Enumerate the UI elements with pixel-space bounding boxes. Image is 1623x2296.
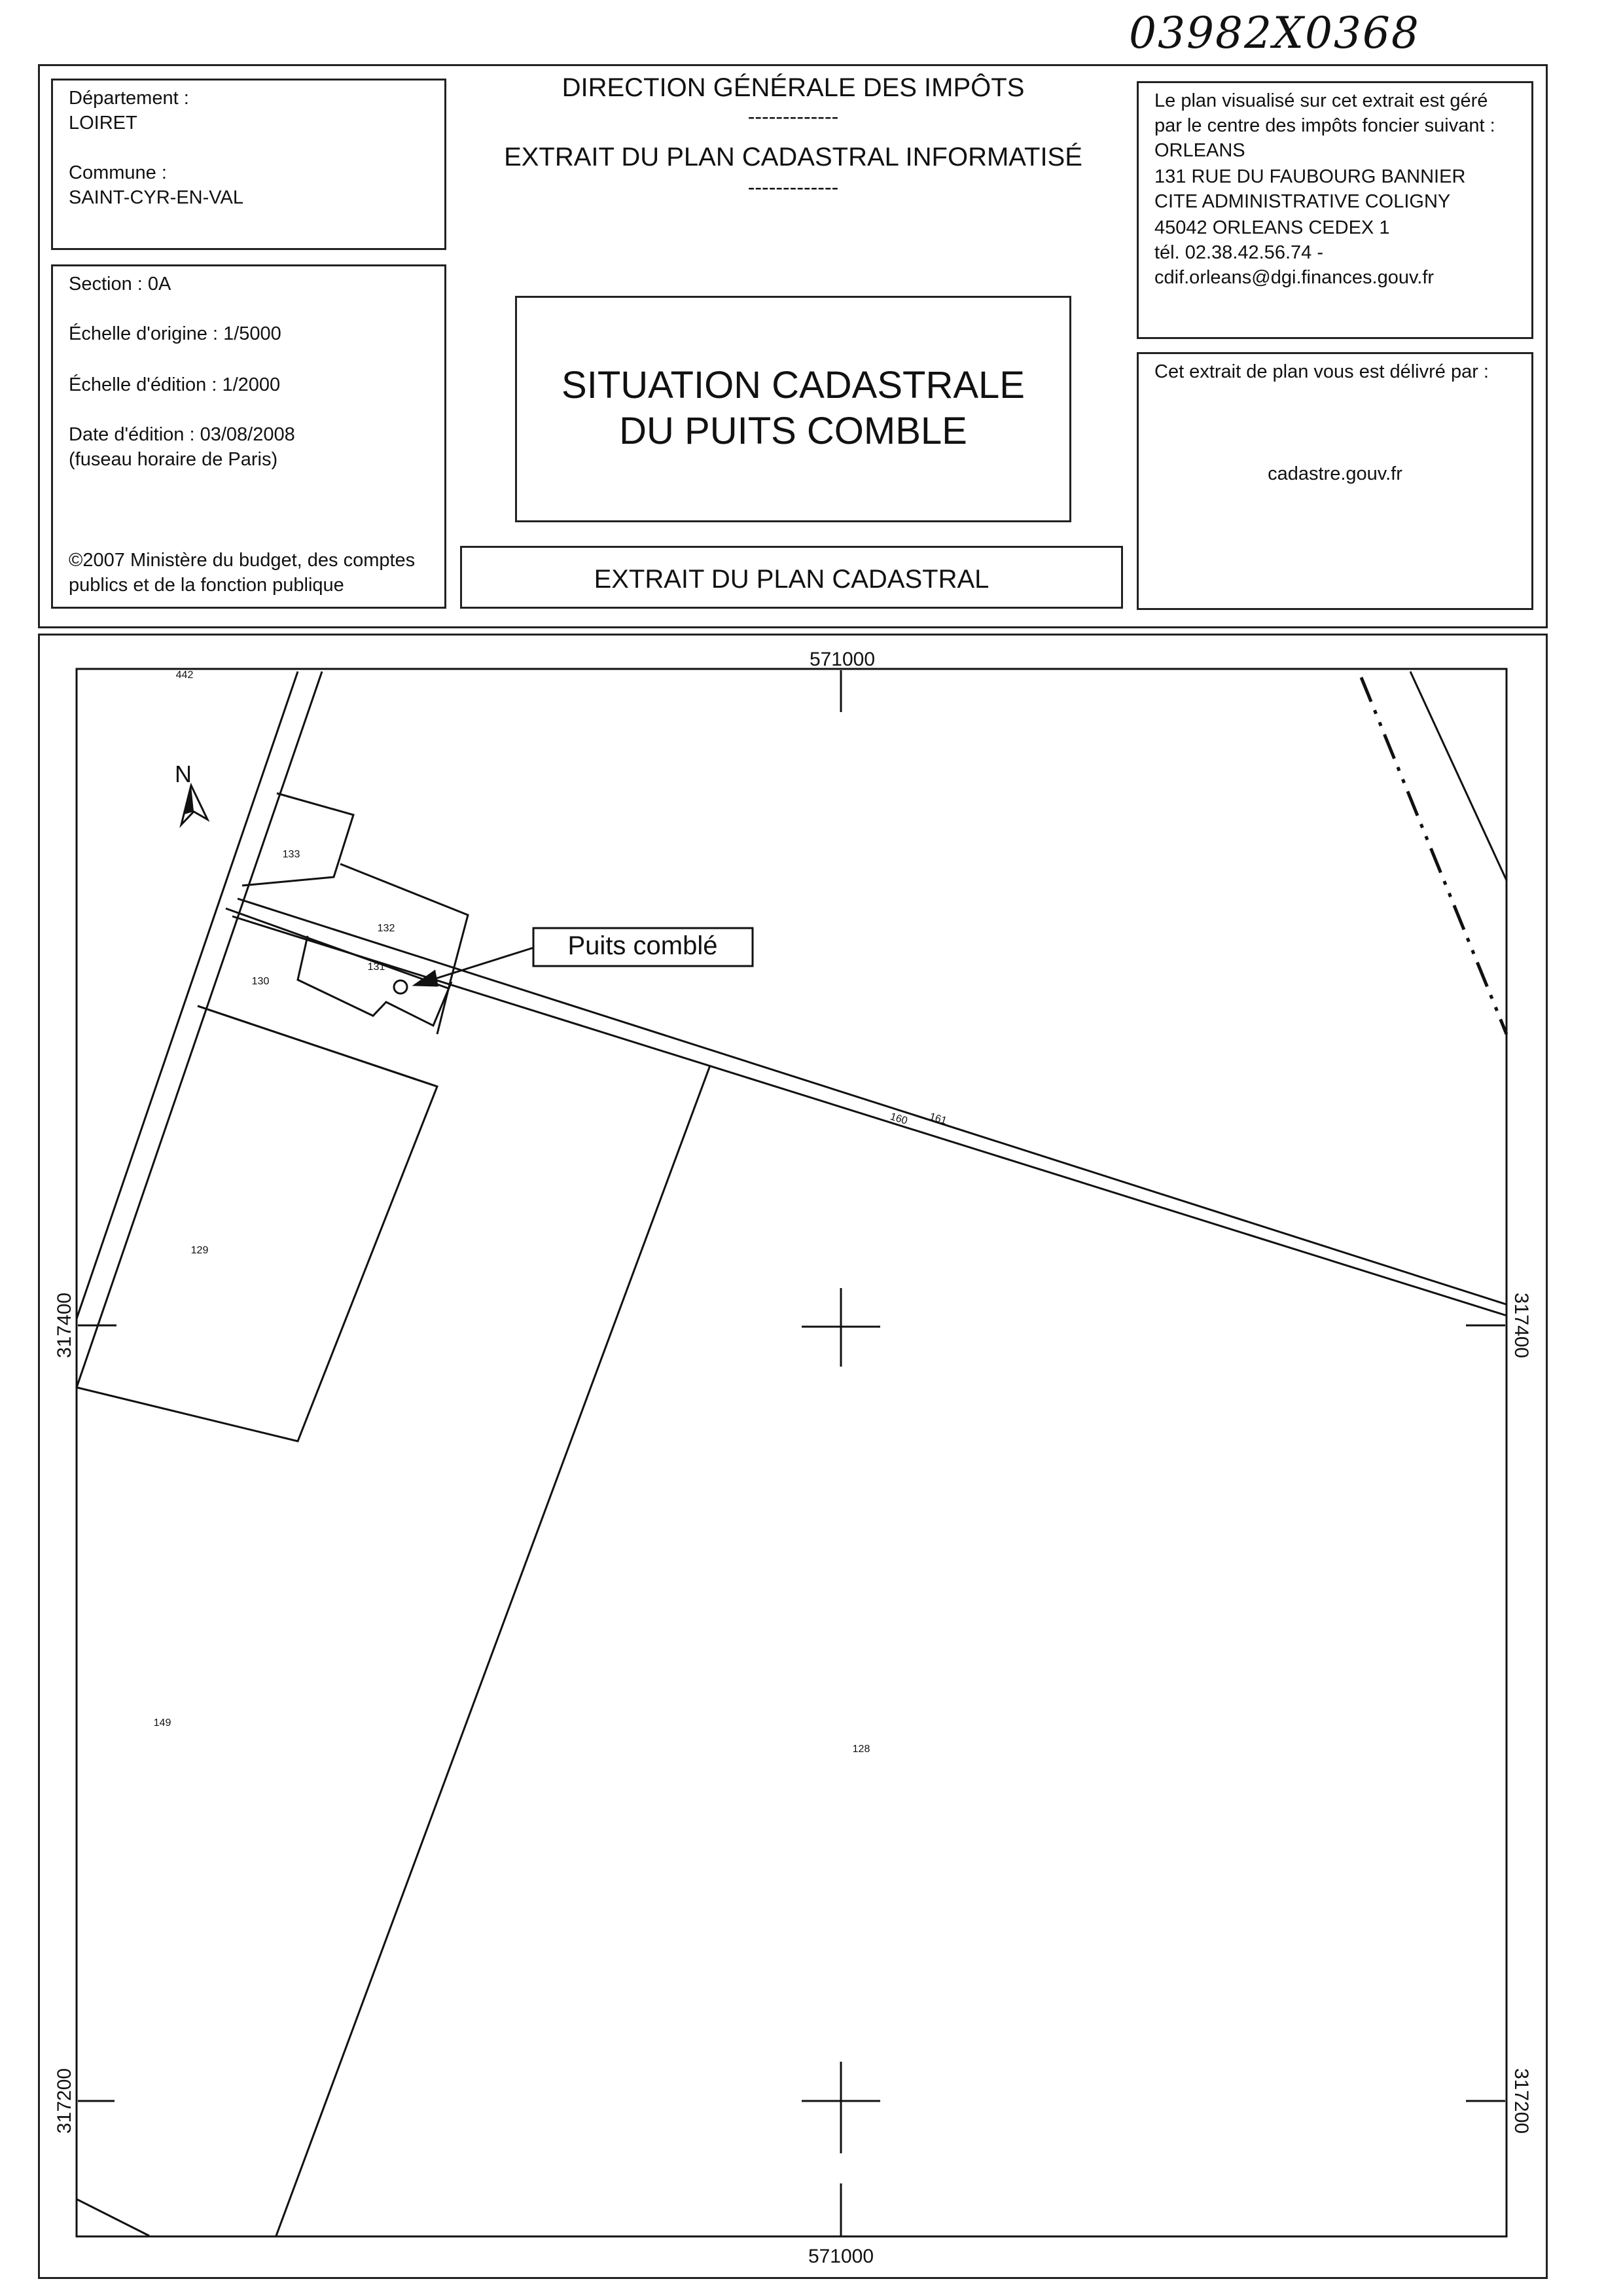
north-arrow-icon <box>181 785 207 825</box>
header-subtitle: EXTRAIT DU PLAN CADASTRAL INFORMATISÉ <box>504 143 1082 171</box>
annotation-label: Puits comblé <box>567 931 718 960</box>
parcel-132-boundary <box>340 864 468 982</box>
coord-x-bottom: 571000 <box>808 2246 874 2267</box>
coord-y-lower-left: 317200 <box>54 2068 75 2134</box>
coord-x-top: 571000 <box>809 649 876 670</box>
copyright-line-2: publics et de la fonction publique <box>69 575 344 596</box>
coord-y-upper-right: 317400 <box>1510 1292 1532 1359</box>
tax-centre-address-1: 131 RUE DU FAUBOURG BANNIER <box>1154 166 1466 187</box>
parcel-133-label: 133 <box>282 849 300 860</box>
coord-y-upper-left: 317400 <box>54 1292 75 1359</box>
edition-scale-text: Échelle d'édition : 1/2000 <box>69 374 281 395</box>
parcel-129-label: 129 <box>190 1245 209 1256</box>
tax-centre-email: cdif.orleans@dgi.finances.gouv.fr <box>1154 267 1435 288</box>
extract-label: EXTRAIT DU PLAN CADASTRAL <box>594 565 990 594</box>
delivered-by-source: cadastre.gouv.fr <box>1268 463 1402 484</box>
situation-title-line-2: DU PUITS COMBLE <box>619 410 967 452</box>
tax-centre-name: ORLEANS <box>1154 140 1245 161</box>
copyright-line-1: ©2007 Ministère du budget, des comptes <box>69 550 416 571</box>
departement-label: Département : <box>69 88 189 109</box>
header-title: DIRECTION GÉNÉRALE DES IMPÔTS <box>562 73 1025 102</box>
coord-y-lower-right: 317200 <box>1510 2068 1532 2134</box>
tax-centre-intro-1: Le plan visualisé sur cet extrait est géré <box>1154 90 1488 111</box>
tax-centre-phone: tél. 02.38.42.56.74 - <box>1154 242 1323 263</box>
parcel-128-label: 128 <box>852 1744 870 1755</box>
parcel-149-label: 149 <box>153 1717 171 1729</box>
situation-title-line-1: SITUATION CADASTRALE <box>562 364 1025 406</box>
parcel-130-right <box>437 982 450 1034</box>
timezone-text: (fuseau horaire de Paris) <box>69 449 278 470</box>
tax-centre-intro-2: par le centre des impôts foncier suivant : <box>1154 115 1495 136</box>
header-separator-2: ------------- <box>747 175 839 199</box>
north-label: N <box>175 761 192 787</box>
section-text: Section : 0A <box>69 274 171 295</box>
parcel-442-label: 442 <box>175 670 194 681</box>
parcel-161-label: 161 <box>928 1111 948 1127</box>
header-separator-1: ------------- <box>747 105 839 128</box>
lane-edge-lower <box>232 916 1507 1316</box>
parcel-129-boundary <box>77 1006 437 1441</box>
tax-centre-address-2: CITE ADMINISTRATIVE COLIGNY <box>1154 191 1451 212</box>
parcel-132-label: 132 <box>377 923 395 934</box>
parcel-131-label: 131 <box>367 961 385 973</box>
tax-centre-address-3: 45042 ORLEANS CEDEX 1 <box>1154 217 1390 238</box>
parcel-133-boundary <box>242 793 353 886</box>
original-scale-text: Échelle d'origine : 1/5000 <box>69 323 281 344</box>
map-inner-frame <box>77 669 1507 2236</box>
commune-label: Commune : <box>69 162 167 183</box>
delivered-by-label: Cet extrait de plan vous est délivré par : <box>1154 361 1489 382</box>
lane-edge-upper <box>238 899 1507 1304</box>
road-edge-right <box>77 672 322 1388</box>
parcel-130-label: 130 <box>251 976 270 987</box>
parcel-128-boundary <box>276 1066 710 2236</box>
parcel-160-label: 160 <box>889 1111 909 1127</box>
bottom-left-boundary <box>77 2199 149 2236</box>
upper-right-boundary <box>1410 672 1507 880</box>
edition-date-text: Date d'édition : 03/08/2008 <box>69 424 295 445</box>
well-symbol <box>394 980 407 994</box>
commune-limit <box>1361 677 1507 1034</box>
commune-value: SAINT-CYR-EN-VAL <box>69 187 243 208</box>
handwritten-reference: 03982X0368 <box>1129 8 1420 58</box>
departement-value: LOIRET <box>69 113 137 134</box>
